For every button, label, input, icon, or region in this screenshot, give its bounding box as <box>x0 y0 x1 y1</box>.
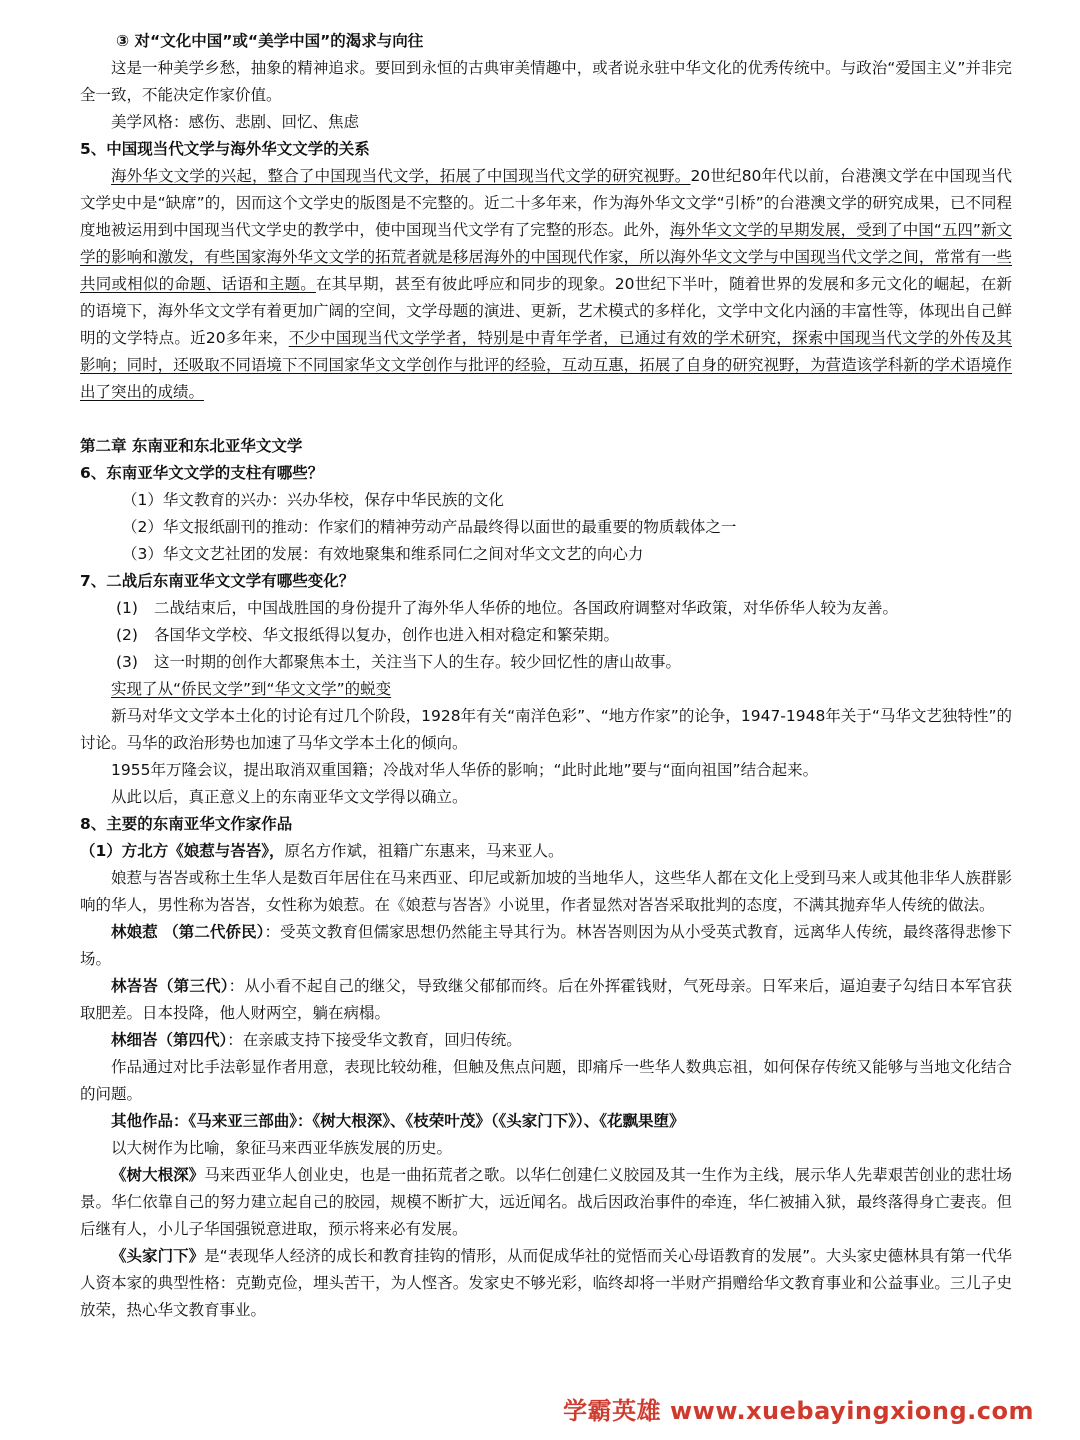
section-8-heading: 8、主要的东南亚华文作家作品 <box>80 815 293 833</box>
list-text: 这一时期的创作大都聚焦本土，关注当下人的生存。较少回忆性的唐山故事。 <box>154 653 682 671</box>
paragraph: 新马对华文文学本土化的讨论有过几个阶段，1928年有关“南洋色彩”、“地方作家”的论争，1947-1948年关于“马华文艺独特性”的讨论。马华的政治形势也加速了马华文学本土化的倾向。 <box>80 707 1012 752</box>
paragraph: 1955年万隆会议，提出取消双重国籍；冷战对华人华侨的影响；“此时此地”要与“面向祖国”结合起来。 <box>111 761 819 779</box>
subsection-1 <box>80 838 1012 865</box>
chapter-title: 第二章 东南亚和东北亚华文文学 <box>80 437 303 455</box>
underlined-text: 实现了从“侨民文学”到“华文文学”的蜕变 <box>111 680 392 698</box>
text: 20世纪80年代以前，台港澳文学在中国现当代文学史中是“缺席”的，因而这个文学史的版图是不完整的。近二十多年来，作为海外华文文学“引桥”的台港澳文学的研究成果，已不同程度地被运用到中国现当代文学史的教学中，使中国现当代文学有了完整的形态。此外， <box>80 167 1012 239</box>
list-item: （2）华文报纸副刊的推动：作家们的精神劳动产品最终得以面世的最重要的物质载体之一 <box>122 518 737 536</box>
paragraph: 这是一种美学乡愁，抽象的精神追求。要回到永恒的古典审美情趣中，或者说永驻中华文化的优秀传统中。与政治“爱国主义”并非完全一致，不能决定作家价值。 <box>80 59 1012 104</box>
text: 在其早期，甚至有彼此呼应和同步的现象。20世纪下半叶，随着世界的发展和多元文化的崛起，在新的语境下，海外华文文学有着更加广阔的空间，文学母题的演进、更新，艺术模式的多样化，文学中文化内涵的丰富性等，体现出自己鲜明的文学特点。近20多年来， <box>80 275 1012 347</box>
character-name: 林峇峇（第三代） <box>111 977 229 995</box>
text: ：在亲戚支持下接受华文教育，回归传统。 <box>227 1031 522 1049</box>
character-paragraph <box>80 973 1012 1027</box>
spacer <box>80 406 1012 433</box>
footer-watermark: 学霸英雄 www.xuebayingxiong.com <box>563 1397 1034 1425</box>
section-3-title: ③ 对“文化中国”或“美学中国”的渴求与向往 <box>116 32 424 50</box>
text: 是“表现华人经济的成长和教育挂钩的情形，从而促成华社的觉悟而关心母语教育的发展”。大头家史德林具有第一代华人资本家的典型性格：克勤克俭，埋头苦干，为人悭吝。发家史不够光彩，临终却将一半财产捐赠给华文教育事业和公益事业。三儿子史放荣，热心华文教育事业。 <box>80 1247 1012 1319</box>
list-text: 各国华文学校、华文报纸得以复办，创作也进入相对稳定和繁荣期。 <box>154 626 620 644</box>
work-title: 《树大根深》 <box>111 1166 205 1184</box>
underlined-text: 不少中国现当代文学学者，特别是中青年学者，已通过有效的学术研究，探索中国现当代文学的外传及其影响；同时，还吸取不同语境下不同国家华文文学创作与批评的经验，互动互惠，拓展了自身的研究视野，为营造该学科新的学术语境作出了突出的成绩。 <box>80 329 1012 401</box>
section-5-heading: 5、中国现当代文学与海外华文文学的关系 <box>80 140 370 158</box>
character-name: 林细峇（第四代） <box>111 1031 228 1049</box>
character-name: 林娘惹 （第二代侨民） <box>111 923 265 941</box>
text: 原名方作斌，祖籍广东惠来，马来亚人。 <box>284 842 564 860</box>
underlined-text: 海外华文文学的兴起，整合了中国现当代文学，拓展了中国现当代文学的研究视野。 <box>111 167 691 185</box>
subsection-title: （1）方北方《娘惹与峇峇》， <box>80 842 285 860</box>
underlined-text: 海外华文文学的早期发展，受到了中国“五四”新文学的影响和激发，有些国家海外华文文学的拓荒者就是移居海外的中国现代作家，所以海外华文文学与中国现当代文学之间，常常有一些共同或相似的命题、话语和主题。 <box>80 221 1012 293</box>
list-item <box>80 649 1012 676</box>
work-title: 《头家门下》 <box>111 1247 205 1265</box>
character-paragraph <box>80 1027 1012 1054</box>
list-item <box>80 595 1012 622</box>
list-number: (3) <box>116 653 138 671</box>
list-text: 二战结束后，中国战胜国的身份提升了海外华人华侨的地位。各国政府调整对华政策，对华侨华人较为友善。 <box>154 599 899 617</box>
list-item <box>80 622 1012 649</box>
paragraph: 从此以后，真正意义上的东南亚华文文学得以确立。 <box>111 788 468 806</box>
underlined-line <box>80 676 1012 703</box>
section-7-heading: 7、二战后东南亚华文文学有哪些变化？ <box>80 572 355 590</box>
paragraph: 以大树作为比喻，象征马来西亚华族发展的历史。 <box>111 1139 453 1157</box>
list-item: （3）华文文艺社团的发展：有效地聚集和维系同仁之间对华文文艺的向心力 <box>122 545 644 563</box>
work-paragraph <box>80 1243 1012 1324</box>
document-body <box>80 28 1012 1324</box>
paragraph: 作品通过对比手法彰显作者用意，表现比较幼稚，但触及焦点问题，即痛斥一些华人数典忘祖，如何保存传统又能够与当地文化结合的问题。 <box>80 1058 1012 1103</box>
work-paragraph <box>80 1162 1012 1243</box>
text: ：受英文教育但儒家思想仍然能主导其行为。林峇峇则因为从小受英式教育，远离华人传统，最终落得悲惨下场。 <box>80 923 1012 968</box>
list-number: (1) <box>116 599 138 617</box>
text: 马来西亚华人创业史，也是一曲拓荒者之歌。以华仁创建仁义胶园及其一生作为主线，展示华人先辈艰苦创业的悲壮场景。华仁依靠自己的努力建立起自己的胶园，规模不断扩大，远近闻名。战后因政治事件的牵连，华仁被捕入狱，最终落得身亡妻丧。但后继有人，小儿子华国强锐意进取，预示将来必有发展。 <box>80 1166 1012 1238</box>
list-number: (2) <box>116 626 138 644</box>
section-6-heading: 6、东南亚华文文学的支柱有哪些？ <box>80 464 324 482</box>
section-5-paragraph <box>80 163 1012 406</box>
paragraph: 娘惹与峇峇或称土生华人是数百年居住在马来西亚、印尼或新加坡的当地华人，这些华人都在文化上受到马来人或其他非华人族群影响的华人，男性称为峇峇，女性称为娘惹。在《娘惹与峇峇》小说里，作者显然对峇峇采取批判的态度，不满其抛弃华人传统的做法。 <box>80 869 1012 914</box>
numbered-list <box>80 595 1012 676</box>
list-item: （1）华文教育的兴办：兴办华校，保存中华民族的文化 <box>122 491 504 509</box>
other-works: 其他作品：《马来亚三部曲》：《树大根深》、《枝荣叶茂》（《头家门下》）、《花飘果堕》 <box>111 1112 685 1130</box>
paragraph: 美学风格：感伤、悲剧、回忆、焦虑 <box>111 113 360 131</box>
character-paragraph <box>80 919 1012 973</box>
text: ：从小看不起自己的继父，导致继父郁郁而终。后在外挥霍钱财，气死母亲。日军来后，逼迫妻子勾结日本军官获取肥差。日本投降，他人财两空，躺在病榻。 <box>80 977 1012 1022</box>
